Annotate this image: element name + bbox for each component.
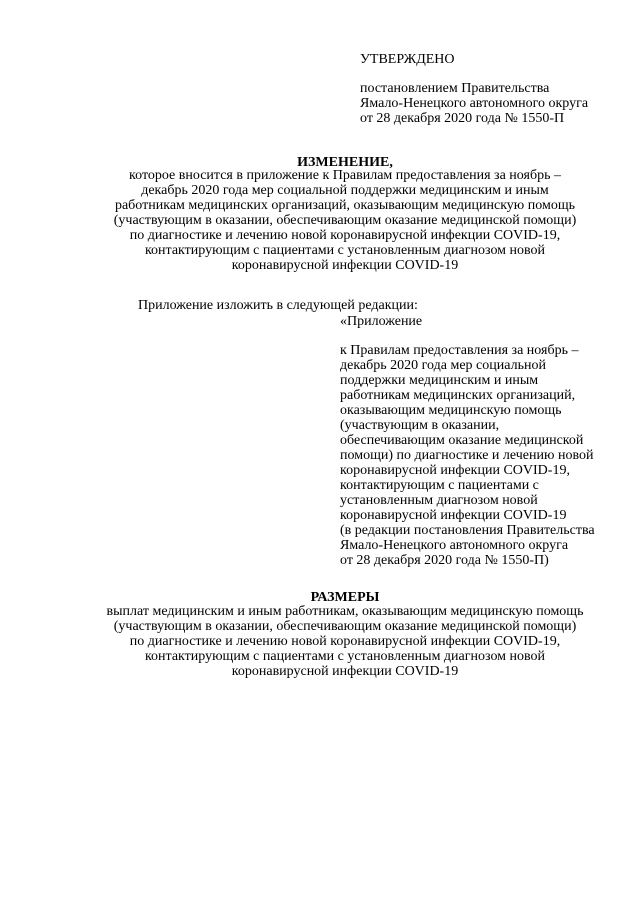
appendix-line: установленным диагнозом новой (340, 493, 538, 508)
appendix-line: оказывающим медицинскую помощь (340, 403, 562, 418)
appendix-line: от 28 декабря 2020 года № 1550-П) (340, 553, 549, 568)
appendix-line: (участвующим в оказании, (340, 418, 500, 433)
change-line: работникам медицинских организаций, оказывающим медицинскую помощь (114, 198, 576, 213)
instruction-text: Приложение изложить в следующей редакции: (138, 298, 418, 313)
approval-stamp: УТВЕРЖДЕНО (360, 52, 455, 67)
change-line: по диагностике и лечению новой коронавирусной инфекции COVID-19, (129, 228, 561, 243)
change-line: контактирующим с пациентами с установленным диагнозом новой (144, 243, 546, 258)
appendix-line: контактирующим с пациентами с (340, 478, 539, 493)
sizes-line: контактирующим с пациентами с установленным диагнозом новой (144, 649, 546, 664)
sizes-line: выплат медицинским и иным работникам, оказывающим медицинскую помощь (106, 604, 584, 619)
appendix-line: декабрь 2020 года мер социальной (340, 358, 546, 373)
change-line: которое вносится в приложение к Правилам предоставления за ноябрь – (129, 168, 561, 183)
appendix-heading: «Приложение (340, 314, 423, 329)
approval-line: постановлением Правительства (360, 81, 550, 96)
change-line: декабрь 2020 года мер социальной поддержки медицинским и иным (141, 183, 549, 198)
change-line: коронавирусной инфекции COVID-19 (231, 258, 459, 273)
appendix-line: работникам медицинских организаций, (340, 388, 576, 403)
approval-line: от 28 декабря 2020 года № 1550-П (360, 111, 565, 126)
sizes-line: по диагностике и лечению новой коронавирусной инфекции COVID-19, (129, 634, 561, 649)
appendix-line: Ямало-Ненецкого автономного округа (340, 538, 569, 553)
sizes-title: РАЗМЕРЫ (310, 590, 380, 605)
appendix-line: помощи) по диагностике и лечению новой (340, 448, 594, 463)
change-line: (участвующим в оказании, обеспечивающим оказание медицинской помощи) (113, 213, 577, 228)
sizes-line: коронавирусной инфекции COVID-19 (231, 664, 459, 679)
appendix-line: коронавирусной инфекции COVID-19, (340, 463, 570, 478)
sizes-line: (участвующим в оказании, обеспечивающим оказание медицинской помощи) (113, 619, 577, 634)
appendix-line: (в редакции постановления Правительства (340, 523, 595, 538)
appendix-line: обеспечивающим оказание медицинской (340, 433, 584, 448)
appendix-line: к Правилам предоставления за ноябрь – (340, 343, 579, 358)
change-title: ИЗМЕНЕНИЕ, (297, 155, 393, 170)
appendix-line: поддержки медицинским и иным (340, 373, 539, 388)
approval-line: Ямало-Ненецкого автономного округа (360, 96, 589, 111)
appendix-line: коронавирусной инфекции COVID-19 (340, 508, 567, 523)
